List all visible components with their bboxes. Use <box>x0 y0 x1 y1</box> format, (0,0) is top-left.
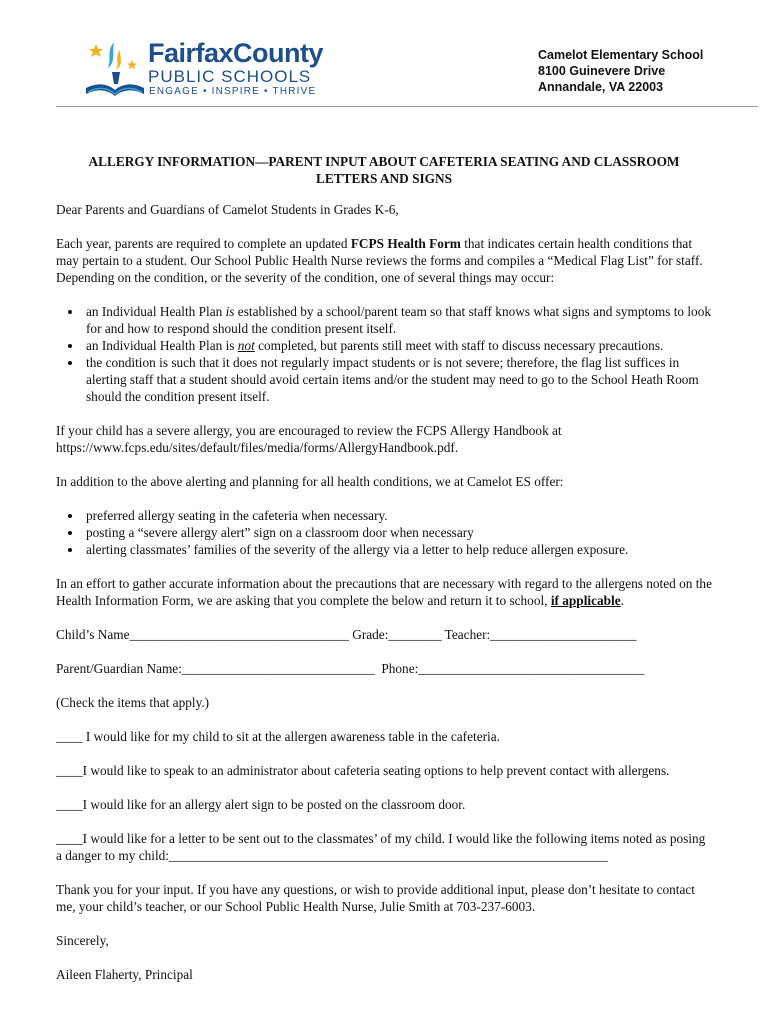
list-item <box>83 303 712 337</box>
salutation: Dear Parents and Guardians of Camelot Students in Grades K-6, <box>56 202 399 217</box>
para1-text-b: that indicates certain health conditions that may pertain to a student. Our School Public Health Nurse reviews the forms and compiles a “Medical Flag List” for staff. Depending on the condition, or the severity of the condition, one of several things may occur: <box>56 236 703 285</box>
paragraph-handbook: If your child has a severe allergy, you are encouraged to review the FCPS Allergy Handbook at https://www.fcps.edu/sites/default/files/media/forms/AllergyHandbook.pdf. <box>56 423 562 455</box>
letter-body <box>56 153 712 1000</box>
list-item: • alerting classmates’ families of the severity of the allergy via a letter to help reduce allergen exposure. <box>83 541 712 558</box>
thank-you-paragraph: Thank you for your input. If you have any questions, or wish to provide additional input, please don’t hesitate to contact me, your child’s teacher, or our School Public Health Nurse, Julie Smith at 703-237-6003. <box>56 882 695 914</box>
list-item: • the condition is such that it does not regularly impact students or is not severe; therefore, the flag list suffices in alerting staff that a student should avoid certain items and/or the student may need to go to the School Heath Room should the condition present itself. <box>83 354 712 405</box>
bullet2-text-b: completed, but parents still meet with staff to discuss necessary precautions. <box>254 338 664 353</box>
paragraph-health-form <box>56 235 712 286</box>
if-applicable-emphasis: if applicable <box>550 593 621 608</box>
title-line-1: ALLERGY INFORMATION—PARENT INPUT ABOUT CAFETERIA SEATING AND CLASSROOM <box>88 154 680 169</box>
logo-subtitle: PUBLIC SCHOOLS <box>148 67 312 86</box>
logo-name: FairfaxCounty <box>148 38 324 68</box>
option-speak-administrator[interactable]: ____I would like to speak to an administrator about cafeteria seating options to help prevent contact with allergens. <box>56 763 670 778</box>
list-item: • preferred allergy seating in the cafeteria when necessary. <box>83 507 712 524</box>
school-address <box>538 47 703 95</box>
letterhead <box>0 0 770 110</box>
document-title <box>56 153 712 187</box>
check-instructions: (Check the items that apply.) <box>56 695 210 710</box>
paragraph-request <box>56 575 712 609</box>
bullet2-text-a: an Individual Health Plan is <box>86 338 238 353</box>
child-info-field[interactable]: Child’s Name_________________________________ Grade:________ Teacher:______________________ <box>56 627 637 642</box>
para4-text-a: In an effort to gather accurate information about the precautions that are necessary with regard to the allergens noted on the Health Information Form, we are asking that you complete the below and return it to school, <box>56 576 712 608</box>
bullet1-italic: is <box>225 304 235 319</box>
list-item: • posting a “severe allergy alert” sign on a classroom door when necessary <box>83 524 712 541</box>
school-name: Camelot Elementary School <box>538 48 704 62</box>
bullet1-text-b: established by a school/parent team so that staff knows what signs and symptoms to look for and how to respond should the condition present itself. <box>86 304 712 336</box>
option4-text: ____I would like for a letter to be sent out to the classmates’ of my child. I would like the following items noted as posing a danger to my child: <box>56 831 706 863</box>
option-classmates-letter[interactable] <box>56 830 712 864</box>
option-awareness-table[interactable]: ____ I would like for my child to sit at the allergen awareness table in the cafeteria. <box>56 729 500 744</box>
parent-info-field[interactable]: Parent/Guardian Name:_____________________________ Phone:__________________________________ <box>56 661 645 676</box>
health-form-emphasis: FCPS Health Form <box>350 236 461 251</box>
offerings-list <box>56 507 712 558</box>
para1-text-a: Each year, parents are required to complete an updated <box>56 236 351 251</box>
logo-tagline: ENGAGE • INSPIRE • THRIVE <box>149 86 317 97</box>
option-alert-sign[interactable]: ____I would like for an allergy alert sign to be posted on the classroom door. <box>56 797 466 812</box>
fcps-logo <box>82 36 322 100</box>
title-line-2: LETTERS AND SIGNS <box>316 171 452 186</box>
allergens-blank-line[interactable]: __________________________________________________________________ <box>169 848 608 863</box>
health-plan-list <box>56 303 712 405</box>
header-divider <box>56 106 758 107</box>
bullet1-text-a: an Individual Health Plan <box>86 304 226 319</box>
para4-text-b: . <box>620 593 624 608</box>
school-city: Annandale, VA 22003 <box>538 80 664 94</box>
torch-book-icon <box>82 36 148 100</box>
school-street: 8100 Guinevere Drive <box>538 64 666 78</box>
closing: Sincerely, <box>56 933 109 948</box>
signer-name: Aileen Flaherty, Principal <box>56 967 193 982</box>
bullet2-underline: not <box>237 338 255 353</box>
paragraph-offerings: In addition to the above alerting and planning for all health conditions, we at Camelot ES offer: <box>56 474 564 489</box>
list-item <box>83 337 712 354</box>
